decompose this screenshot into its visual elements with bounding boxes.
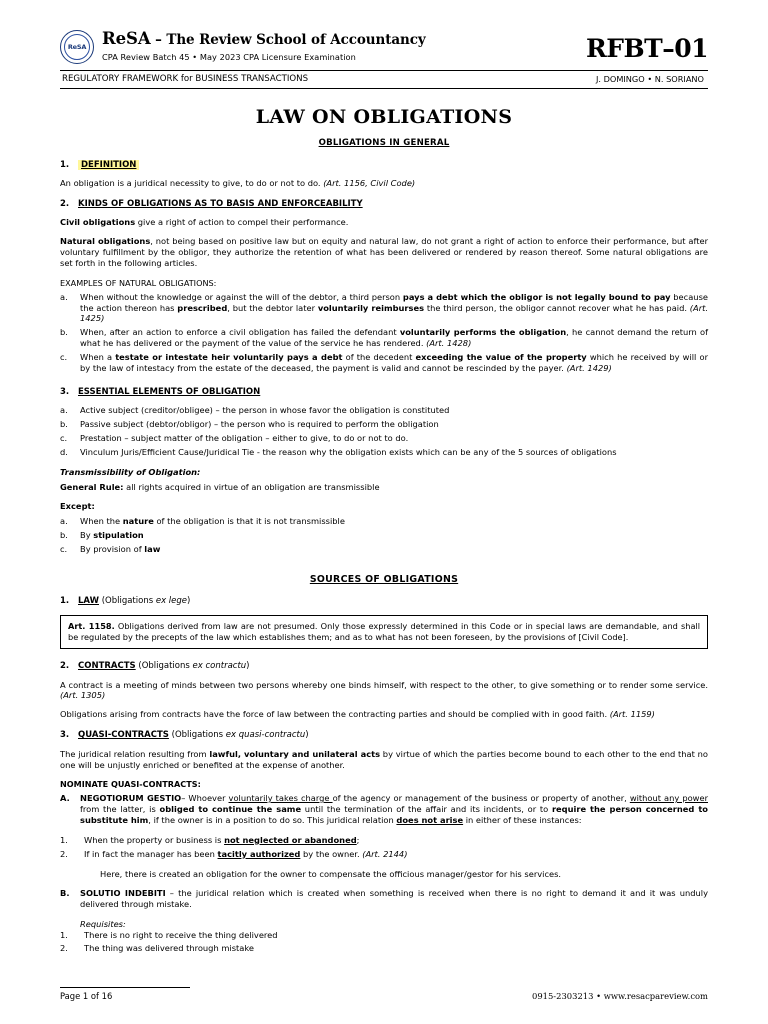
contract-definition-text: A contract is a meeting of minds between two persons whereby one binds himself, with respect to the other, to give something or to render some service. [60,679,708,690]
list-text: Passive subject (debtor/obligor) – the person who is required to perform the obligation [80,419,439,430]
general-rule-text: all rights acquired in virtue of an obligation are transmissible [123,482,380,493]
definition-paragraph [60,178,708,189]
text-run: By [80,529,94,540]
text-run: ; [356,834,360,845]
logo-text: ReSA [64,34,90,60]
list-text [80,544,708,558]
footer-divider [60,987,190,988]
list-item [60,943,688,957]
list-marker: 1. [60,834,68,845]
source-1-number: 1. [60,596,70,607]
text-run: (Art. 1425) [80,302,709,324]
solutio-indebiti-block [60,888,708,913]
list-marker: 2. [60,943,68,954]
text-run: voluntarily takes charge [228,793,333,804]
text-run: without any power [629,793,708,804]
contract-definition-citation: (Art. 1305) [60,690,106,701]
page-number: Page 1 of 16 [60,990,113,1001]
list-item [60,544,708,558]
text-run: stipulation [93,529,144,540]
list-marker: d. [60,447,68,458]
text-run: When a [80,352,116,363]
source-2-paren-open: (Obligations [135,661,193,672]
essential-elements-list [60,405,708,461]
document-footer [60,987,708,1002]
except-label-text: Except: [60,500,95,511]
negotiorum-gestio-closing: Here, there is created an obligation for the owner to compensate the officious manager/gestor for his services. [100,868,562,879]
list-text [80,352,708,377]
list-text [80,530,708,544]
text-run: does not arise [396,814,464,825]
negotiorum-gestio-instances [60,835,688,863]
text-run: require the person concerned to substitute him [80,804,709,825]
text-run: When the property or business is [84,834,225,845]
text-run: By provision of [80,543,145,554]
section-sources-of-obligations: SOURCES OF OBLIGATIONS [309,573,459,585]
source-1-paren-open: (Obligations [99,596,156,607]
natural-obligation-examples [60,292,708,378]
item-b-mark [60,888,80,913]
source-3-title: QUASI-CONTRACTS [78,730,169,741]
list-item [60,530,708,544]
text-run: of the obligation is that it is not transmissible [153,515,345,526]
text-run: (Art. 1429) [566,363,612,374]
source-1-heading [60,596,708,607]
contract-force-text: Obligations arising from contracts have the force of law between the contracting parties and should be complied with in good faith. [60,709,610,720]
source-2-title: CONTRACTS [78,661,136,672]
except-label [60,501,708,512]
list-item [60,352,708,377]
general-rule-paragraph [60,482,708,493]
article-1158-label: Art. 1158. [68,621,115,632]
requisites-list [60,930,688,958]
text-run: testate or intestate heir voluntarily pays a debt [115,352,343,363]
source-3-number: 3. [60,730,70,741]
contract-force-citation: (Art. 1159) [609,709,655,720]
list-text [80,516,708,530]
text-run: because the action thereon has [80,291,708,313]
list-text [84,835,688,849]
negotiorum-gestio-text [80,793,708,829]
list-marker: b. [60,529,68,540]
negotiorum-gestio-block [60,793,708,829]
text-run: the third person, the obligor cannot recover what he has paid. [424,302,690,313]
source-3-paren-open: (Obligations [168,730,226,741]
document-header [60,28,708,65]
text-run: prescribed [177,302,228,313]
examples-heading: EXAMPLES OF NATURAL OBLIGATIONS: [60,277,217,288]
item-a-mark-text: A. [60,793,70,804]
list-marker: a. [60,291,68,302]
text-run: voluntarily reimburses [317,302,425,313]
text-run: exceeding the value of the property [415,352,587,363]
contract-force-of-law [60,709,708,720]
list-item [60,849,688,863]
transmissibility-title: Transmissibility of Obligation: [60,467,201,478]
except-list [60,516,708,558]
list-marker: 2. [60,848,68,859]
qc-def-b: lawful, voluntary and unilateral acts [209,748,381,759]
text-run: tacitly authorized [217,848,301,859]
requisites-head-text: Requisites: [80,918,126,929]
source-3-latin: ex quasi-contractu [225,730,306,741]
list-text [80,327,708,352]
list-marker: b. [60,327,68,338]
text-run: from the latter, is [80,804,160,815]
text-run: obliged to continue the same [159,804,302,815]
text-run: law [144,543,161,554]
solutio-indebiti-name: SOLUTIO INDEBITI [80,887,166,898]
item-b-mark-text: B. [60,887,70,898]
item-3-number: 3. [60,387,70,398]
list-item [60,447,708,461]
text-run: When the [80,515,123,526]
list-text: Prestation – subject matter of the obligation – either to give, to do or not to do. [80,433,409,444]
list-text: Active subject (creditor/obligee) – the person in whose favor the obligation is constituted [80,405,450,416]
item-3-title: ESSENTIAL ELEMENTS OF OBLIGATION [78,387,261,398]
text-run: which he received by will or by the law of intestacy from the estate of the deceased, the payment is valid and cannot be rescinded by the payer. [80,352,708,374]
list-item [60,405,708,419]
item-1-heading [60,160,708,171]
school-name-prefix: ReSA [102,29,151,48]
civil-obligations-text: give a right of action to compel their performance. [135,217,349,228]
subject-title: REGULATORY FRAMEWORK for BUSINESS TRANSACTIONS [62,74,309,84]
list-item [60,835,688,849]
source-2-latin: ex contractu [192,661,247,672]
page-title: LAW ON OBLIGATIONS [255,106,513,129]
list-text: Vinculum Juris/Efficient Cause/Juridical Tie - the reason why the obligation exists which can be any of the 5 sources of obligations [80,447,617,458]
item-3-heading [60,387,708,398]
general-rule-label: General Rule: [60,482,124,493]
contact-info: 0915-2303213 • www.resacpareview.com [531,990,708,1001]
text-run: until the termination of the affair and its incidents, or to [301,804,552,815]
list-text: The thing was delivered through mistake [84,943,255,954]
list-item [60,930,688,944]
item-2-heading [60,199,708,210]
qc-def-c: by virtue of which the parties become bound to each other to the end that no one will be unjustly enriched or benefited at the expense of another. [60,748,708,770]
list-item [60,327,708,352]
negotiorum-gestio-name: NEGOTIORUM GESTIO [80,793,182,804]
subject-bar [60,70,708,89]
text-run: If in fact the manager has been [84,848,218,859]
list-item [60,433,708,447]
list-marker: c. [60,352,68,363]
list-text [80,292,708,328]
qc-def-a: The juridical relation resulting from [60,748,210,759]
article-1158-text: Obligations derived from law are not presumed. Only those expressly determined in this Code or in special laws are demandable, and shall be regulated by the precepts of the law which establishes them; and as to what has not been foreseen, by the provisions of [Civil Code]. [68,621,701,643]
nominate-head-text: NOMINATE QUASI-CONTRACTS: [60,779,201,790]
module-code: RFBT–01 [585,34,708,63]
source-3-heading [60,730,708,741]
solutio-indebiti-definition: – the juridical relation which is created when something is received when there is no right to demand it and it was unduly delivered through mistake. [80,887,708,909]
source-2-heading [60,661,708,672]
text-run: , he cannot demand the return of what he has delivered or the payment of the value of the service he has rendered. [80,327,708,349]
source-1-title: LAW [78,596,99,607]
text-run: – Whoever [181,793,229,804]
list-marker: b. [60,419,68,430]
contract-definition [60,680,708,702]
text-run: , but the debtor later [227,302,318,313]
article-1158-box [60,615,708,649]
text-run: When without the knowledge or against the will of the debtor, a third person [80,291,403,302]
authors: J. DOMINGO • N. SORIANO [595,74,704,85]
transmissibility-heading [60,467,708,478]
text-run: When, after an action to enforce a civil obligation has failed the defendant [80,327,400,338]
natural-obligations-label: Natural obligations [60,236,151,247]
definition-citation: (Art. 1156, Civil Code) [323,177,416,188]
quasi-contract-definition [60,749,708,771]
solutio-indebiti-text [80,888,708,913]
natural-obligations-paragraph [60,236,708,269]
school-name [102,28,586,50]
item-1-number: 1. [60,159,70,170]
text-run: in either of these instances: [463,814,582,825]
text-run: (Art. 1428) [426,338,472,349]
text-run: voluntarily performs the obligation [399,327,567,338]
text-run: not neglected or abandoned [224,834,357,845]
list-marker: 1. [60,929,68,940]
source-2-paren-close: ) [246,661,250,672]
text-run: nature [122,515,154,526]
civil-obligations-label: Civil obligations [60,217,136,228]
list-text [84,849,688,863]
section-obligations-in-general: OBLIGATIONS IN GENERAL [318,138,450,149]
batch-line: CPA Review Batch 45 • May 2023 CPA Licensure Examination [102,51,356,62]
text-run: , if the owner is in a position to do so. This juridical relation [148,814,397,825]
masthead-text [100,28,586,63]
text-run: (Art. 2144) [362,848,408,859]
list-item [60,516,708,530]
item-a-mark [60,793,80,829]
source-3-paren-close: ) [305,730,309,741]
list-item [60,292,708,328]
item-2-title: KINDS OF OBLIGATIONS AS TO BASIS AND ENFORCEABILITY [78,198,363,209]
source-1-latin: ex lege [155,596,188,607]
text-run: of the agency or management of the business or property of another, [332,793,630,804]
item-2-number: 2. [60,198,70,209]
list-text: There is no right to receive the thing delivered [84,929,278,940]
list-marker: a. [60,405,68,416]
list-marker: c. [60,433,68,444]
civil-obligations-paragraph [60,217,708,228]
nominate-quasi-contracts-heading [60,779,708,790]
source-2-number: 2. [60,661,70,672]
text-run: of the decedent [342,352,416,363]
source-1-paren-close: ) [187,596,191,607]
list-marker: c. [60,543,68,554]
requisites-heading [80,919,708,930]
logo-container [60,28,100,64]
text-run: by the owner. [300,848,363,859]
list-marker: a. [60,515,68,526]
definition-text: An obligation is a juridical necessity to give, to do or not to do. [60,177,324,188]
text-run: pays a debt which the obligor is not legally bound to pay [402,291,671,302]
school-name-rest: – The Review School of Accountancy [150,32,426,48]
natural-obligations-text: , not being based on positive law but on equity and natural law, do not grant a right of action to enforce their performance, but after voluntary fulfillment by the obligor, they authorize the retention of what has been delivered or rendered by reason thereof. Some natural obligations are set forth in the following articles. [60,236,708,268]
resa-logo-icon [60,30,94,64]
definition-highlight: DEFINITION [78,160,139,170]
list-item [60,419,708,433]
